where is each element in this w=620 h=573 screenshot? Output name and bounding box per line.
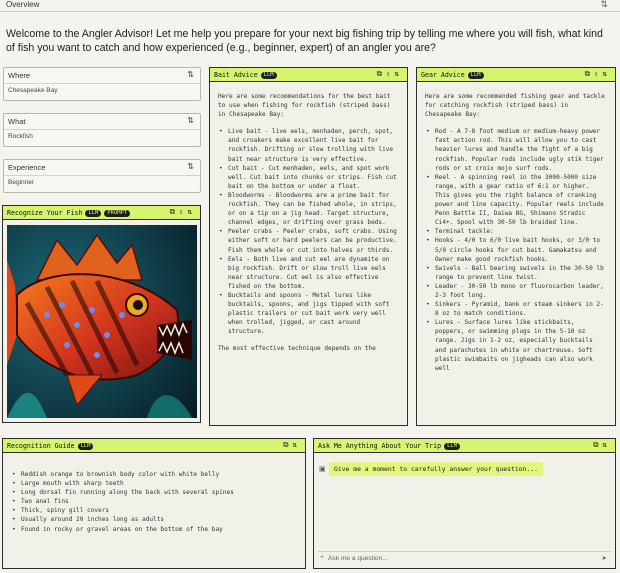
fish-image	[7, 225, 197, 418]
list-item: • Found in rocky or gravel areas on the bottom of the bay	[11, 525, 297, 534]
copy-icon[interactable]: ⧉	[376, 69, 386, 78]
question-input[interactable]	[318, 551, 611, 565]
recognize-panel	[2, 205, 201, 423]
copy-icon[interactable]: ⧉	[584, 69, 594, 78]
list-item: • Reddish orange to brownish body color with white belly	[11, 470, 297, 479]
bait-advice-title: Bait Advice	[214, 71, 258, 79]
collapse-icon[interactable]: ⇅	[394, 69, 403, 78]
where-label: Where	[8, 71, 31, 80]
chat-icon: ▣	[319, 466, 326, 473]
recognition-guide-header	[3, 439, 305, 453]
experience-label: Experience	[8, 163, 46, 172]
upload-icon[interactable]: ⇪	[178, 207, 188, 216]
ask-panel	[313, 438, 616, 569]
ask-title: Ask Me Anything About Your Trip	[318, 442, 442, 450]
sort-icon[interactable]: ⇅	[187, 116, 194, 125]
bait-advice-header	[210, 68, 407, 82]
send-icon[interactable]: ➤	[601, 555, 607, 562]
collapse-icon[interactable]: ⇅	[292, 440, 301, 449]
gear-advice-panel	[416, 67, 616, 426]
collapse-icon[interactable]: ⇅	[602, 69, 611, 78]
where-field[interactable]	[3, 67, 201, 101]
copy-icon[interactable]: ⧉	[593, 440, 603, 449]
list-item: • Long dorsal fin running along the back with several spines	[11, 488, 297, 497]
question-placeholder: Ask me a question...	[328, 555, 388, 562]
recognition-guide-title: Recognition Guide	[7, 442, 75, 450]
list-item: • Thick, spiny gill covers	[11, 506, 297, 515]
llm-badge: LLM	[78, 443, 94, 450]
bait-advice-body	[210, 82, 407, 424]
what-field[interactable]	[3, 113, 201, 147]
recognition-guide-body	[3, 453, 305, 567]
list-item: • Usually around 20 inches long as adults	[11, 515, 297, 524]
list-item: • Swivels - Ball bearing swivels in the 30-50 lb range to prevent line twist.	[425, 264, 607, 282]
sort-icon[interactable]: ⇅	[187, 162, 194, 171]
where-input[interactable]: Chesapeake Bay	[8, 87, 58, 94]
llm-badge: LLM	[85, 210, 101, 217]
attach-icon[interactable]: +	[320, 554, 324, 561]
bait-advice-panel	[209, 67, 408, 426]
intro-text: Welcome to the Angler Advisor! Let me help you prepare for your next big fishing trip by telling me where you will fish, what kind of fish you want to catch and how experienced (e.g., beginner, expert) of an angler you are?	[6, 28, 603, 54]
collapse-icon[interactable]: ⇅	[602, 440, 611, 449]
overview-label: Overview	[6, 0, 40, 9]
experience-field[interactable]	[3, 159, 201, 193]
llm-badge: LLM	[468, 72, 484, 79]
list-item: • Rod - A 7-8 foot medium or medium-heavy power fast action rod. This will allow you to cast heavier lures and handle the fight of a big rockfish. Popular rods include ugly stik tiger rods or st croix mojo surf rods.	[425, 127, 607, 172]
list-item: • Sinkers - Pyramid, bank or steam sinkers in 2-8 oz to match conditions.	[425, 300, 607, 318]
list-item: • Large mouth with sharp teeth	[11, 479, 297, 488]
bait-intro: Here are some recommendations for the best bait to use when fishing for rockfish (striped bass) in Chesapeake Bay:	[218, 93, 391, 119]
list-item: • Leader - 30-50 lb mono or fluorocarbon leader, 2-3 foot long.	[425, 282, 607, 300]
recognize-header	[3, 206, 200, 220]
list-item: • Peeler crabs - Peeler crabs, soft crabs. Using either soft or hard peelers can be productive. Fish them whole or cut into halves or thirds.	[218, 227, 399, 254]
llm-badge: LLM	[261, 72, 277, 79]
llm-badge: LLM	[444, 443, 460, 450]
gear-advice-title: Gear Advice	[421, 71, 465, 79]
list-item: • Lures - Surface lures like stickbaits, poppers, or swimming plugs in the 5-10 oz range. Jigs in 1-2 oz, especially bucktails and parachutes in white or chartreuse. Soft plastic swimbaits on jigheads can also work well	[425, 318, 607, 373]
gear-advice-body	[417, 82, 615, 424]
assistant-message: Give me a moment to carefully answer your question...	[329, 462, 543, 476]
recognition-guide-panel	[2, 438, 306, 569]
what-input[interactable]: Rockfish	[8, 133, 33, 140]
list-item: • Hooks - 4/0 to 6/0 live bait hooks, or 3/0 to 5/0 circle hooks for cut bait. Gamakatsu and Owner make good rockfish hooks.	[425, 236, 607, 263]
overview-bar[interactable]	[0, 0, 620, 12]
copy-icon[interactable]: ⧉	[169, 207, 179, 216]
what-label: What	[8, 117, 26, 126]
gear-advice-header	[417, 68, 615, 82]
collapse-icon[interactable]: ⇅	[187, 207, 196, 216]
prompt-badge: PROMPT	[104, 210, 130, 217]
copy-icon[interactable]: ⧉	[283, 440, 293, 449]
list-item: • Bucktails and spoons - Metal lures like bucktails, spoons, and jigs tipped with soft plastic trailers or cut bait work very well when trolled, jigged, or cast around structure.	[218, 291, 399, 336]
list-item: • Reel - A spinning reel in the 3000-5000 size range, with a gear ratio of 6:1 or higher. This gives you the right balance of cranking power and line capacity. Popular reels include Penn Battle II, Daiwa BG, Shimano Stradic Ci4+. Spool with 30-50 lb braided line.	[425, 173, 607, 228]
list-item: • Two anal fins	[11, 497, 297, 506]
gear-intro: Here are some recommended fishing gear and tackle for catching rockfish (striped bass) in Chesapeake Bay:	[425, 93, 605, 119]
list-item: • Cut bait - Cut menhaden, eels, and spot work well. Cut bait into chunks or strips. Fish cut bait on the bottom or under a float.	[218, 164, 399, 191]
list-item: • Terminal tackle:	[425, 227, 607, 236]
upload-icon[interactable]: ⇪	[593, 69, 603, 78]
list-item: • Bloodworms - Bloodworms are a prime bait for rockfish. They can be fished whole, in strips, or on a tip on a jig head. Target structure, channel edges, or drifting over grass beds.	[218, 191, 399, 227]
sort-icon[interactable]: ⇅	[600, 0, 608, 9]
sort-icon[interactable]: ⇅	[187, 70, 194, 79]
upload-icon[interactable]: ⇪	[385, 69, 395, 78]
ask-header	[314, 439, 615, 453]
recognize-title: Recognize Your Fish	[7, 209, 83, 217]
list-item: • Eels - Both live and cut eel are dynamite on big rockfish. Drift or slow troll live eels near structure. Cut eel is also effective fished on the bottom.	[218, 255, 399, 291]
experience-input[interactable]: Beginner	[8, 179, 35, 186]
bait-outro: The most effective technique depends on the	[218, 345, 376, 353]
list-item: • Live bait - live eels, menhaden, perch, spot, and croakers make excellent live bait for rockfish. Drifting or slow trolling with live bait near structure is very effective.	[218, 127, 399, 163]
